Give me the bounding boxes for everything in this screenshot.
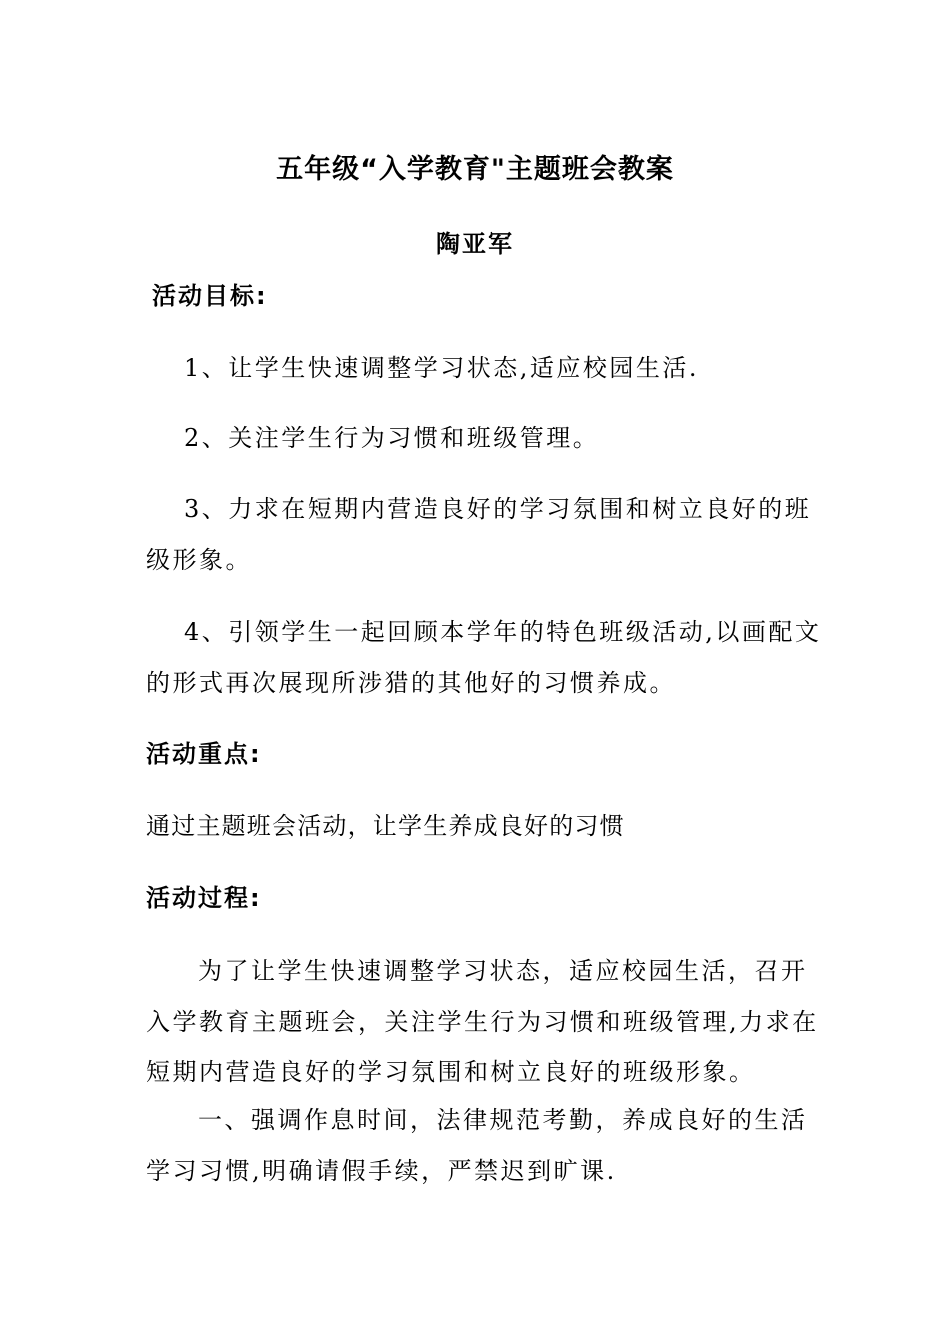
goal-item-2: 2、关注学生行为习惯和班级管理。 bbox=[184, 424, 600, 452]
goal-item-3: 3、力求在短期内营造良好的学习氛围和树立良好的班 bbox=[184, 495, 812, 523]
goals-heading: 活动目标: bbox=[152, 282, 268, 310]
process-heading: 活动过程: bbox=[146, 884, 262, 912]
goal-item-3-continued: 级形象。 bbox=[146, 546, 252, 574]
goal-item-4-continued: 的形式再次展现所涉猎的其他好的习惯养成。 bbox=[146, 669, 676, 697]
focus-heading: 活动重点: bbox=[146, 740, 262, 768]
process-step-1-continued: 学习习惯,明确请假手续，严禁迟到旷课. bbox=[146, 1157, 617, 1185]
goal-item-4: 4、引领学生一起回顾本学年的特色班级活动,以画配文 bbox=[184, 618, 822, 646]
process-paragraph-line-1: 为了让学生快速调整学习状态，适应校园生活，召开 bbox=[198, 957, 808, 985]
author-name: 陶亚军 bbox=[436, 230, 514, 258]
page-title: 五年级“入学教育"主题班会教案 bbox=[276, 154, 674, 185]
focus-text: 通过主题班会活动，让学生养成良好的习惯 bbox=[146, 812, 625, 840]
process-paragraph-line-3: 短期内营造良好的学习氛围和树立良好的班级形象。 bbox=[146, 1058, 756, 1086]
process-paragraph-line-2: 入学教育主题班会，关注学生行为习惯和班级管理,力求在 bbox=[146, 1008, 819, 1036]
process-step-1: 一、强调作息时间，法律规范考勤，养成良好的生活 bbox=[198, 1106, 808, 1134]
goal-item-1: 1、让学生快速调整学习状态,适应校园生活. bbox=[184, 354, 700, 382]
